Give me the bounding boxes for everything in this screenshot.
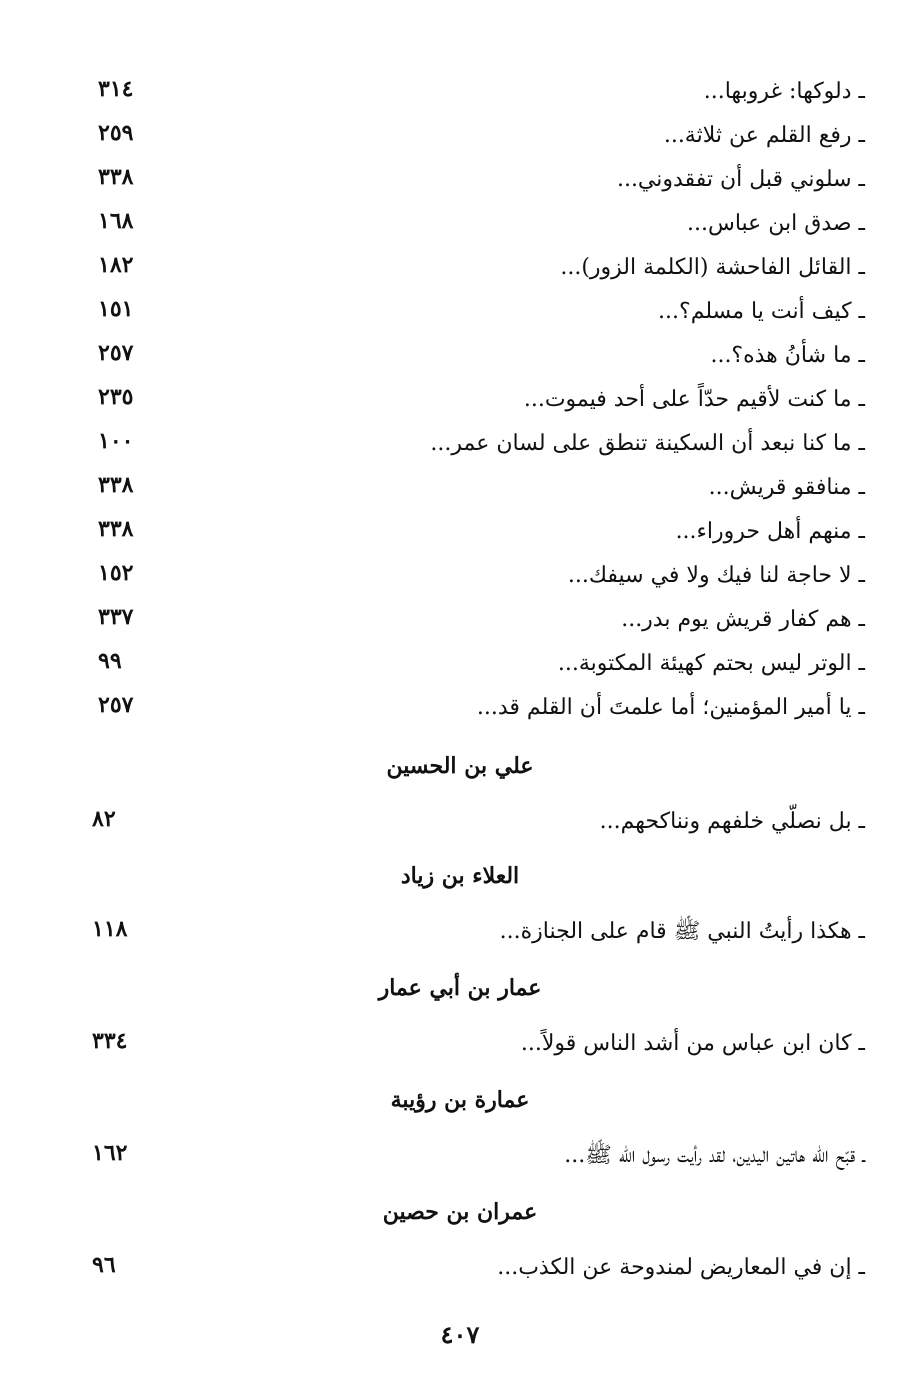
entry-page-number: ٨٢: [92, 806, 116, 832]
index-entry: [0, 1024, 920, 1064]
index-entry: [0, 336, 920, 376]
entry-text: ـ دلوكها: غروبها...: [703, 79, 865, 104]
entry-text: ـ الوتر ليس بحتم كهيئة المكتوبة...: [557, 651, 865, 676]
entry-text: ـ القائل الفاحشة (الكلمة الزور)...: [560, 255, 865, 280]
section-heading: عمران بن حصين: [382, 1199, 538, 1225]
entry-page-number: ١١٨: [92, 916, 128, 942]
entry-page-number: ٢٣٥: [98, 384, 134, 410]
entry-text: ـ صدق ابن عباس...: [686, 211, 865, 236]
entry-page-number: ٣١٤: [98, 76, 134, 102]
entry-text: ـ منهم أهل حروراء...: [675, 519, 865, 544]
index-entry: [0, 116, 920, 156]
entry-text: ـ هم كفار قريش يوم بدر...: [621, 607, 865, 632]
entry-page-number: ٢٥٩: [98, 120, 134, 146]
entry-page-number: ٣٣٨: [98, 516, 134, 542]
index-entry: [0, 912, 920, 952]
section-heading: العلاء بن زياد: [400, 863, 520, 889]
entry-text: ـ ما كنت لأقيم حدّاً على أحد فيموت...: [523, 387, 865, 412]
entry-text: ـ ما شأنُ هذه؟...: [710, 343, 865, 368]
entry-page-number: ١٨٢: [98, 252, 134, 278]
index-entry: [0, 204, 920, 244]
entry-text: ـ هكذا رأيتُ النبي ﷺ قام على الجنازة...: [499, 919, 865, 944]
entry-page-number: ١٦٨: [98, 208, 134, 234]
index-entry: [0, 1136, 920, 1176]
index-entry: [0, 802, 920, 842]
entry-page-number: ١٥١: [98, 296, 134, 322]
entry-text: ـ كان ابن عباس من أشد الناس قولاً...: [520, 1031, 865, 1056]
index-entry: [0, 380, 920, 420]
index-entry: [0, 292, 920, 332]
index-entry: [0, 556, 920, 596]
entry-page-number: ٣٣٨: [98, 472, 134, 498]
index-entry: [0, 688, 920, 728]
entry-page-number: ٣٣٤: [92, 1028, 128, 1054]
entry-page-number: ١٦٢: [92, 1140, 128, 1166]
index-entry: [0, 72, 920, 112]
section-heading: عمارة بن رؤيبة: [390, 1087, 530, 1113]
entry-page-number: ٢٥٧: [98, 692, 134, 718]
index-entry: [0, 248, 920, 288]
entry-text: ـ ما كنا نبعد أن السكينة تنطق على لسان عمر...: [430, 431, 865, 456]
index-entry: [0, 600, 920, 640]
entry-text: ـ إن في المعاريض لمندوحة عن الكذب...: [497, 1255, 865, 1280]
entry-page-number: ٣٣٧: [98, 604, 134, 630]
index-entry: [0, 1248, 920, 1288]
entry-text: ـ كيف أنت يا مسلم؟...: [658, 299, 865, 324]
entry-page-number: ٣٣٨: [98, 164, 134, 190]
entry-text: ـ رفع القلم عن ثلاثة...: [663, 123, 865, 148]
entry-text: ـ لا حاجة لنا فيك ولا في سيفك...: [567, 563, 865, 588]
page-number: ٤٠٧: [440, 1320, 480, 1349]
entry-page-number: ١٥٢: [98, 560, 134, 586]
index-entry: [0, 644, 920, 684]
index-entry: [0, 512, 920, 552]
entry-text: ـ بل نصلّي خلفهم ونناكحهم...: [599, 809, 865, 834]
section-heading: عمار بن أبي عمار: [378, 975, 542, 1001]
entry-text: ـ منافقو قريش...: [708, 475, 865, 500]
entry-page-number: ٩٩: [98, 648, 122, 674]
entry-page-number: ٢٥٧: [98, 340, 134, 366]
index-entry: [0, 160, 920, 200]
section-heading: علي بن الحسين: [386, 753, 534, 779]
index-entry: [0, 424, 920, 464]
entry-page-number: ١٠٠: [98, 428, 134, 454]
index-entry: [0, 468, 920, 508]
entry-text: ـ يا أمير المؤمنين؛ أما علمتَ أن القلم قد...: [476, 695, 865, 720]
entry-page-number: ٩٦: [92, 1252, 116, 1278]
entry-text: ـ قبّح الله هاتين اليدين، لقد رأيت رسول الله ﷺ...: [564, 1143, 865, 1168]
entry-text: ـ سلوني قبل أن تفقدوني...: [616, 167, 865, 192]
